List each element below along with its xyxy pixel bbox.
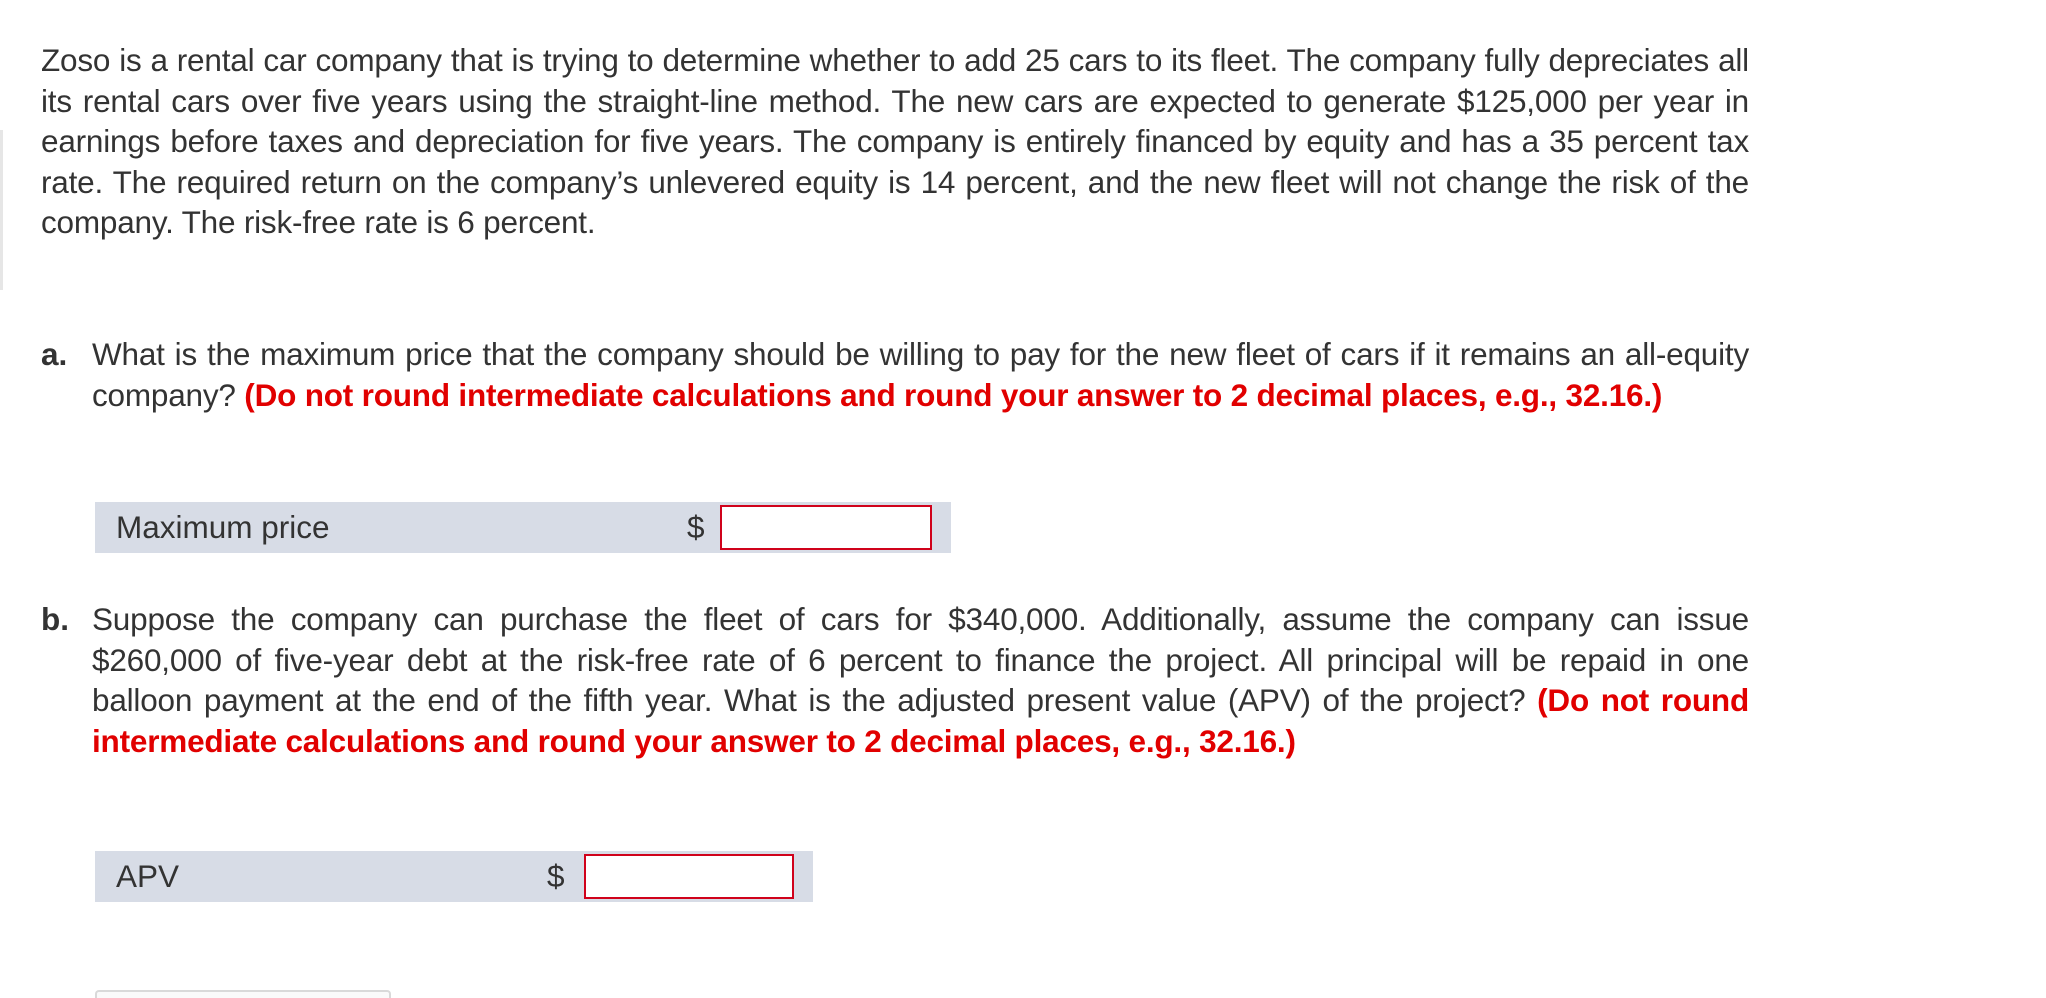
partially-visible-button[interactable] [95, 990, 391, 998]
question-a-text: What is the maximum price that the company should be willing to pay for the new fleet of cars if it remains an all-equity company? [92, 336, 1749, 413]
question-b [41, 599, 1749, 761]
question-a [41, 334, 1749, 415]
question-b-body [92, 599, 1749, 761]
apv-input[interactable] [584, 854, 794, 899]
question-a-body [92, 334, 1749, 415]
maximum-price-label: Maximum price [116, 509, 330, 545]
left-margin-rule [0, 130, 3, 290]
dollar-sign: $ [687, 509, 705, 545]
maximum-price-input[interactable] [720, 505, 932, 550]
dollar-sign: $ [547, 858, 565, 894]
problem-statement: Zoso is a rental car company that is trying to determine whether to add 25 cars to its fleet. The company fully depreciates all its rental cars over five years using the straight-line method. The new cars are expected to generate $125,000 per year in earnings before taxes and depreciation for five years. The company is entirely financed by equity and has a 35 percent tax rate. The required return on the company’s unlevered equity is 14 percent, and the new fleet will not change the risk of the company. The risk-free rate is 6 percent. [41, 42, 1749, 240]
question-a-letter: a. [41, 336, 68, 372]
question-a-instruction: (Do not round intermediate calculations and round your answer to 2 decimal places, e.g., 32.16.) [244, 376, 1663, 413]
question-b-text: Suppose the company can purchase the fleet of cars for $340,000. Additionally, assume the company can issue $260,000 of five-year debt at the risk-free rate of 6 percent to finance the project. All principal will be repaid in one balloon payment at the end of the fifth year. What is the adjusted present value (APV) of the project? [92, 601, 1749, 718]
answer-row-maximum-price [95, 502, 951, 553]
question-b-letter: b. [41, 601, 69, 637]
answer-row-apv [95, 851, 813, 902]
apv-label: APV [116, 858, 180, 894]
question-b-instruction: (Do not round intermediate calculations and round your answer to 2 decimal places, e.g., 32.16.) [92, 682, 1749, 759]
